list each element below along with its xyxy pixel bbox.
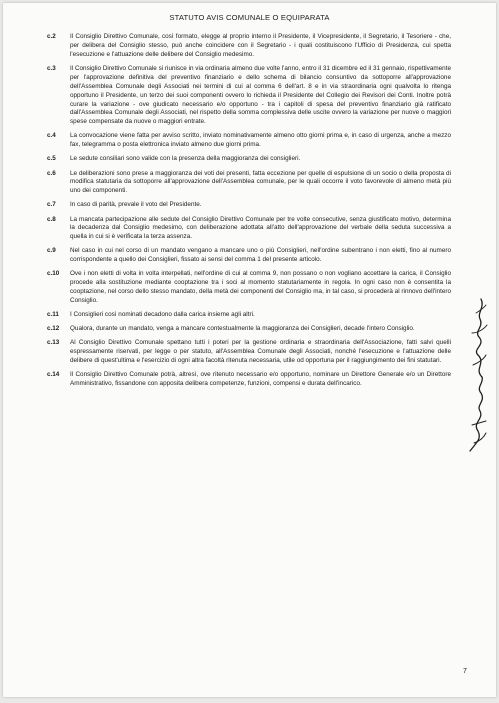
- clause-11: [47, 311, 451, 320]
- clause-number: c.2: [47, 33, 56, 40]
- clause-text: Il Consiglio Direttivo Comunale, così formato, elegge al proprio interno il Presidente, il Vicepresidente, il Segretario, il Tesoriere - che, per delibera del Consiglio stesso, può anche coincidere con il Segretario - i quali costituiscono l'Ufficio di Presidenza, cui spetta l'esecuzione e l'attuazione delle delibere del Consiglio medesimo.: [70, 33, 451, 58]
- clause-number: c.11: [47, 311, 59, 319]
- clause-number: c.10: [47, 270, 60, 278]
- clause-text: La convocazione viene fatta per avviso scritto, inviato nominativamente almeno otto giorni prima e, in caso di urgenza, anche a mezzo fax, telegramma o posta elettronica inviato almeno due giorni prima.: [70, 132, 451, 149]
- clause-text: La mancata partecipazione alle sedute del Consiglio Direttivo Comunale per tre volte consecutive, senza giustificato motivo, determina la decadenza dal Consiglio medesimo, con deliberazione adottata all'atto dell'approvazione del verbale della seduta successiva a quella in cui si è verificata la terza assenza.: [70, 215, 451, 241]
- clause-number: c.14: [47, 371, 60, 379]
- clause-text: Il Consiglio Direttivo Comunale potrà, altresì, ove ritenuto necessario e/o opportuno, nominare un Direttore Generale e/o un Direttore Amministrativo, fissandone con apposita delibera competenze, funzioni, compensi e durata dell'incarico.: [70, 371, 451, 388]
- clause-14: [47, 371, 451, 389]
- clause-10: [47, 270, 451, 306]
- clause-text: Nel caso in cui nel corso di un mandato vengano a mancare uno o più Consiglieri, nell'ordine subentrano i non eletti, fino al numero corrispondente a quello dei Consiglieri, fissato ai sensi del comma 1 del presente articolo.: [70, 247, 451, 264]
- clause-number: c.5: [47, 155, 56, 163]
- clause-text: Ove i non eletti di volta in volta interpellati, nell'ordine di cui al comma 9, non possano o non vogliano accettare la carica, il Consiglio procede alla sostituzione mediante cooptazione tra i soci al momento statutariamente in regola. In ogni caso non è consentita la cooptazione, nel corso dello stesso mandato, della metà dei componenti del Consiglio ma, in tal caso, si procederà al rinnovo dell'intero Consiglio.: [70, 270, 451, 305]
- clause-number: c.6: [47, 169, 56, 177]
- document-page: [3, 3, 496, 697]
- clause-8: [47, 216, 451, 243]
- clause-number: c.4: [47, 132, 56, 140]
- clause-13: [47, 339, 451, 366]
- clause-4: [47, 132, 451, 150]
- clause-number: c.13: [47, 339, 60, 347]
- handwritten-signature: [464, 293, 490, 453]
- clause-text: In caso di parità, prevale il voto del Presidente.: [70, 201, 202, 209]
- clause-text: I Consiglieri così nominati decadono dalla carica insieme agli altri.: [70, 311, 255, 319]
- clause-text: Il Consiglio Direttivo Comunale si riunisce in via ordinaria almeno due volte l'anno, entro il 31 dicembre ed il 31 gennaio, rispettivamente per l'approvazione definitiva del preventivo finanziario e dello schema di bilancio consuntivo da sottoporre all'approvazione dell'Assemblea Comunale degli Associati nei termini di cui al comma 6 dell'art. 8 e in via straordinaria ogni qualvolta lo ritenga opportuno il Presidente, un terzo dei suoi componenti ovvero lo richieda il Presidente del Collegio dei Revisori dei Conti. Inoltre potrà curare la variazione - ove giudicato necessario e/o opportuno - tra i capitoli di spesa del preventivo finanziario già ratificato dall'Assemblea Comunale degli Associati, nel rispetto della somma complessiva delle uscite ovvero la variazione per nuove o maggiori spese compensate da nuove o maggiori entrate.: [70, 64, 451, 126]
- clause-9: [47, 247, 451, 265]
- clause-6: [47, 170, 451, 197]
- document-body: [47, 33, 451, 394]
- clause-number: c.9: [47, 247, 56, 255]
- clause-12: [47, 325, 451, 334]
- clause-number: c.8: [47, 215, 56, 223]
- clause-3: [47, 65, 451, 127]
- clause-number: c.7: [47, 201, 56, 209]
- clause-2: [47, 33, 451, 60]
- page-header: STATUTO AVIS COMUNALE O EQUIPARATA: [169, 13, 330, 22]
- clause-text: Le sedute consiliari sono valide con la presenza della maggioranza dei consiglieri.: [70, 155, 301, 163]
- page-number: 7: [463, 668, 467, 675]
- clause-number: c.3: [47, 64, 56, 72]
- signature-graphic: [464, 293, 490, 453]
- clause-5: [47, 155, 451, 164]
- clause-text: Al Consiglio Direttivo Comunale spettano tutti i poteri per la gestione ordinaria e straordinaria dell'Associazione, fatti salvi quelli espressamente riservati, per legge o per statuto, all'Assemblea Comunale degli Associati, nonché l'esecuzione e l'attuazione delle delibere di quest'ultima e l'esercizio di ogni altra facoltà ritenuta necessaria, utile od opportuna per il raggiungimento dei fini statutari.: [70, 339, 451, 365]
- clause-text: Le deliberazioni sono prese a maggioranza dei voti dei presenti, fatta eccezione per quelle di espulsione di un socio o della proposta di modifica statutaria da sottoporre all'approvazione dell'Assemblea comunale, per le quali occorre il voto favorevole di almeno metà più uno dei componenti.: [70, 169, 451, 195]
- clause-7: [47, 201, 451, 210]
- clause-number: c.12: [47, 325, 60, 333]
- clause-text: Qualora, durante un mandato, venga a mancare contestualmente la maggioranza dei Consiglieri, decade l'intero Consiglio.: [70, 325, 415, 333]
